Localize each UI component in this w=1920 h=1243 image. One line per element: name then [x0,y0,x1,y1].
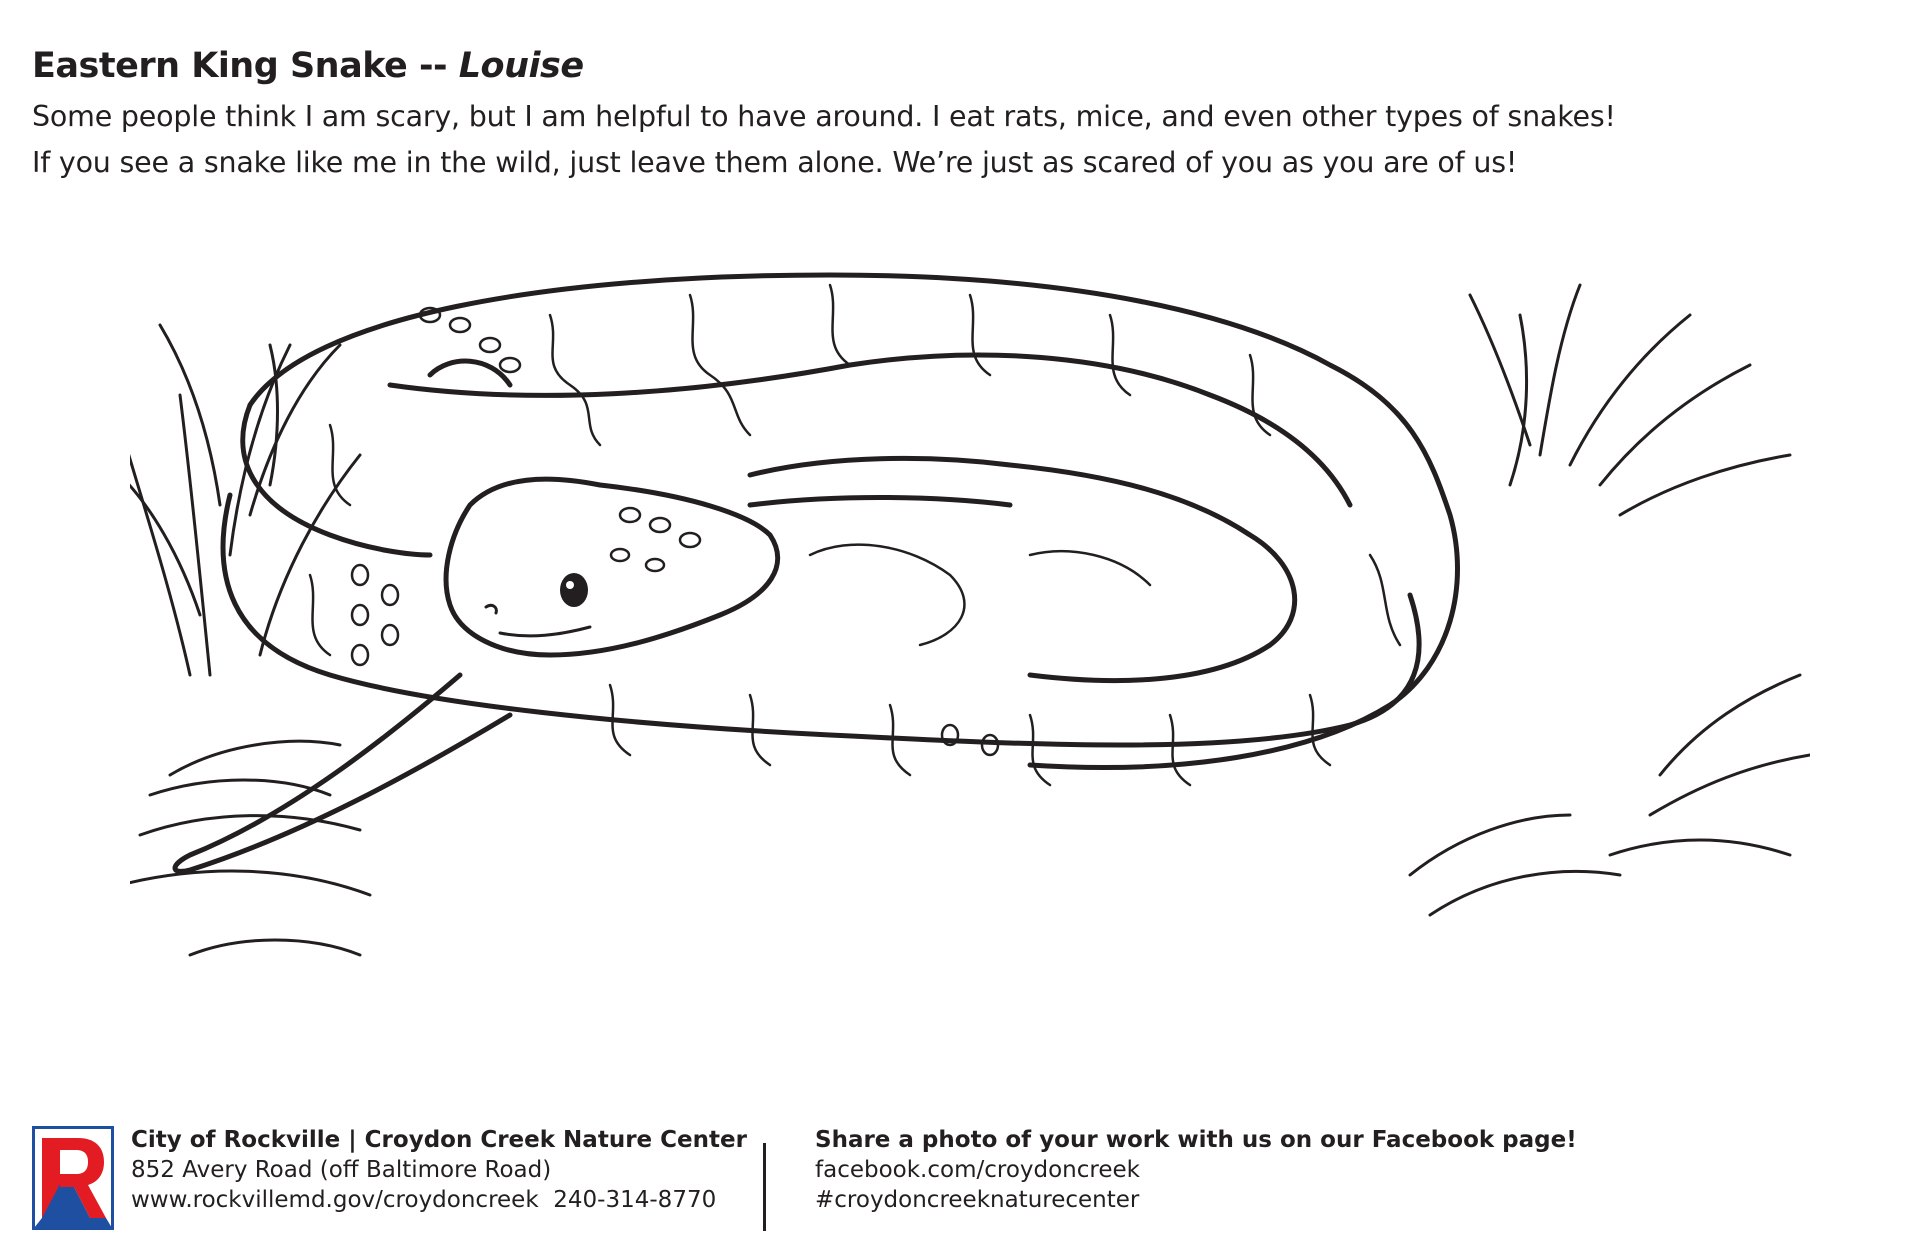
footer-divider [763,1143,766,1231]
description-line-2: If you see a snake like me in the wild, just leave them alone. We’re just as scared of you as you are of us! [32,146,1518,179]
phone-number: 240-314-8770 [553,1187,717,1213]
organization-address: 852 Avery Road (off Baltimore Road) [131,1157,552,1183]
share-call-to-action: Share a photo of your work with us on our Facebook page! [815,1127,1577,1153]
grass-left [130,325,370,955]
facebook-link[interactable]: facebook.com/croydoncreek [815,1157,1140,1183]
contact-line [131,1185,747,1215]
rockville-r-logo-icon [32,1126,114,1230]
snake-coloring-illustration [130,255,1810,1115]
page-footer [30,1125,1890,1235]
organization-name: City of Rockville | Croydon Creek Nature Center [131,1127,747,1153]
title-separator: -- [418,46,448,86]
organization-info [131,1125,747,1215]
website-link[interactable]: www.rockvillemd.gov/croydoncreek [131,1187,539,1213]
hashtag: #croydoncreeknaturecenter [815,1187,1140,1213]
page-title [32,42,1892,90]
share-info [815,1125,1577,1215]
title-snake-name: Louise [458,46,584,86]
description-line-1: Some people think I am scary, but I am helpful to have around. I eat rats, mice, and even other types of snakes! [32,100,1616,133]
title-species: Eastern King Snake [32,46,408,86]
snake-drawing-svg [130,255,1810,1115]
snake-eye [560,573,588,607]
page-header [32,42,1892,186]
grass-right [1410,285,1810,915]
description [32,94,1892,186]
